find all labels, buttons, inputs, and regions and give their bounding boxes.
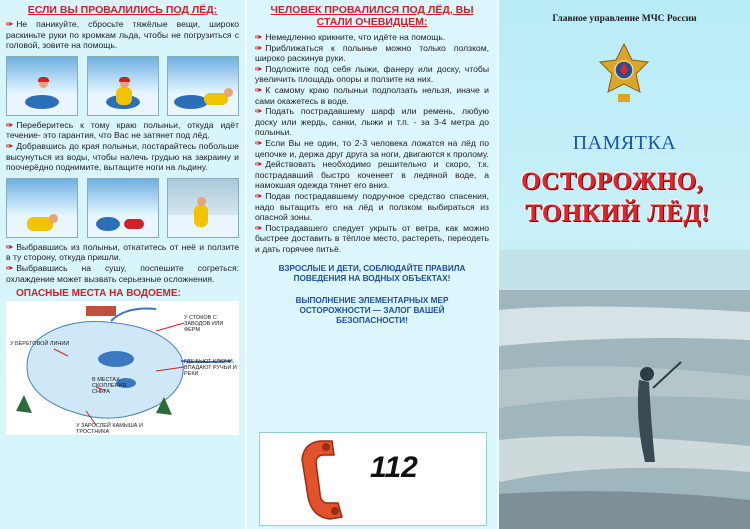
left-panel — [0, 0, 245, 529]
middle-paragraph: ✑ Подав пострадавшему подручное средство спасения, надо вытащить его на лёд и ползком выбираться из опасной зоны. — [255, 190, 489, 223]
slogan-rules: ВЗРОСЛЫЕ И ДЕТИ, СОБЛЮДАЙТЕ ПРАВИЛА ПОВЕДЕНИЯ НА ВОДНЫХ ОБЪЕКТАХ! — [278, 264, 466, 284]
organization-name: Главное управление МЧС России — [552, 14, 697, 24]
frozen-lake-scene — [499, 250, 750, 529]
bullet-icon: ✑ — [255, 42, 263, 53]
bullet-icon: ✑ — [255, 106, 263, 117]
map-label-snow: В МЕСТАХ СКОПЛЕНИЯ СНЕГА — [92, 377, 127, 396]
left-paragraph: ✑ Выбравшись на сушу, поспешите согреться: охлаждение может вызвать серьезные осложнения. — [6, 262, 239, 284]
bullet-icon: ✑ — [255, 137, 263, 148]
left-paragraph: ✑ Не паникуйте, сбросьте тяжёлые вещи, широко раскиньте руки по кромкам льда, чтобы не погрузиться с головой, зовите на помощь. — [6, 19, 239, 51]
illustration-crawling — [87, 178, 159, 238]
warning-headline-line-1: ОСТОРОЖНО, — [521, 168, 704, 195]
map-label-drains: У СТОКОВ С ЗАВОДОВ ИЛИ ФЕРМ — [184, 315, 224, 334]
bullet-icon: ✑ — [6, 119, 14, 130]
bullet-icon: ✑ — [6, 241, 14, 252]
left-paragraph: ✑ Переберитесь к тому краю полыньи, откуда идёт течение- это гарантия, что Вас не затянет под лёд. — [6, 119, 239, 141]
emergency-phone-box — [259, 432, 487, 526]
map-label-shoreline: У БЕРЕГОВОЙ ЛИНИИ — [10, 341, 70, 348]
document-title: ПАМЯТКА — [572, 132, 677, 154]
middle-paragraph: ✑ Немедленно крикните, что идёте на помощь. — [255, 32, 446, 42]
emchs-emblem-icon — [598, 42, 650, 104]
danger-map-title: ОПАСНЫЕ МЕСТА НА ВОДОЕМЕ: — [16, 288, 181, 300]
bullet-icon: ✑ — [255, 159, 263, 170]
emergency-number: 112 — [370, 451, 418, 484]
middle-paragraph: ✑ Если Вы не один, то 2-3 человека ложатся на лёд по цепочке и, держа друг друга за ноги, двигаются к пролому. — [255, 137, 489, 159]
middle-panel — [247, 0, 497, 529]
left-heading: ЕСЛИ ВЫ ПРОВАЛИЛИСЬ ПОД ЛЁД: — [27, 4, 218, 16]
cover-panel — [499, 0, 750, 529]
bullet-icon: ✑ — [255, 190, 263, 201]
illustration-person-in-water — [6, 56, 78, 116]
rescue-illustrations-row-2 — [6, 178, 239, 238]
bullet-icon: ✑ — [255, 63, 263, 74]
bullet-icon: ✑ — [255, 84, 263, 95]
middle-paragraph: ✑ Подложите под себя лыжи, фанеру или доску, чтобы увеличить площадь опоры и ползите на них. — [255, 63, 489, 85]
warning-headline-line-2: ТОНКИЙ ЛЁД! — [525, 200, 710, 227]
rescue-illustrations-row-1 — [6, 56, 239, 116]
middle-paragraph: ✑ Приближаться к полынье можно только ползком, широко раскинув руки. — [255, 42, 489, 64]
bullet-icon: ✑ — [255, 222, 263, 233]
illustration-spread-arms — [87, 56, 159, 116]
left-paragraph: ✑ Добравшись до края полыньи, постарайтесь побольше высунуться из воды, чтобы налечь грудью на закраину и поочерёдно поднимите, вытащите ноги на льдину. — [6, 140, 239, 173]
middle-paragraph: ✑ Действовать необходимо решительно и скоро, т.к. пострадавший быстро коченеет в ледяной воде, а намокшая одежда тянет его вниз. — [255, 159, 489, 191]
illustration-roll-away — [6, 178, 78, 238]
map-label-springs: ГДЕ БЬЮТ КЛЮЧИ, ВПАДАЮТ РУЧЬИ И РЕКИ — [184, 359, 237, 378]
illustration-crawl-out — [167, 56, 239, 116]
middle-heading: ЧЕЛОВЕК ПРОВАЛИЛСЯ ПОД ЛЁД, ВЫ СТАЛИ ОЧЕВИДЦЕМ: — [270, 4, 474, 28]
map-label-reeds: У ЗАРОСЛЕЙ КАМЫША И ТРОСТНИКА — [76, 423, 143, 436]
illustration-walk-home — [167, 178, 239, 238]
bullet-icon: ✑ — [255, 32, 263, 42]
slogan-safety: ВЫПОЛНЕНИЕ ЭЛЕМЕНТАРНЫХ МЕР ОСТОРОЖНОСТИ — ЗАЛОГ ВАШЕЙ БЕЗОПАСНОСТИ! — [295, 296, 449, 326]
bullet-icon: ✑ — [6, 19, 14, 29]
middle-paragraph: ✑ Пострадавшего следует укрыть от ветра, как можно быстрее доставить в тёплое место, растереть, переодеть и дать горячее питьё. — [255, 222, 489, 254]
danger-map — [6, 301, 239, 435]
bullet-icon: ✑ — [6, 140, 14, 151]
middle-paragraph: ✑ К самому краю полыньи подползать нельзя, иначе и сами окажетесь в воде. — [255, 84, 489, 106]
bullet-icon: ✑ — [6, 262, 14, 273]
left-paragraph: ✑ Выбравшись из полыньи, откатитесь от неё и ползите в ту сторону, откуда пришли. — [6, 241, 239, 263]
middle-paragraph: ✑ Подать пострадавшему шарф или ремень, любую доску или жердь, санки, лыжи и т.п. - за 3-4 метра до полыньи. — [255, 106, 489, 138]
